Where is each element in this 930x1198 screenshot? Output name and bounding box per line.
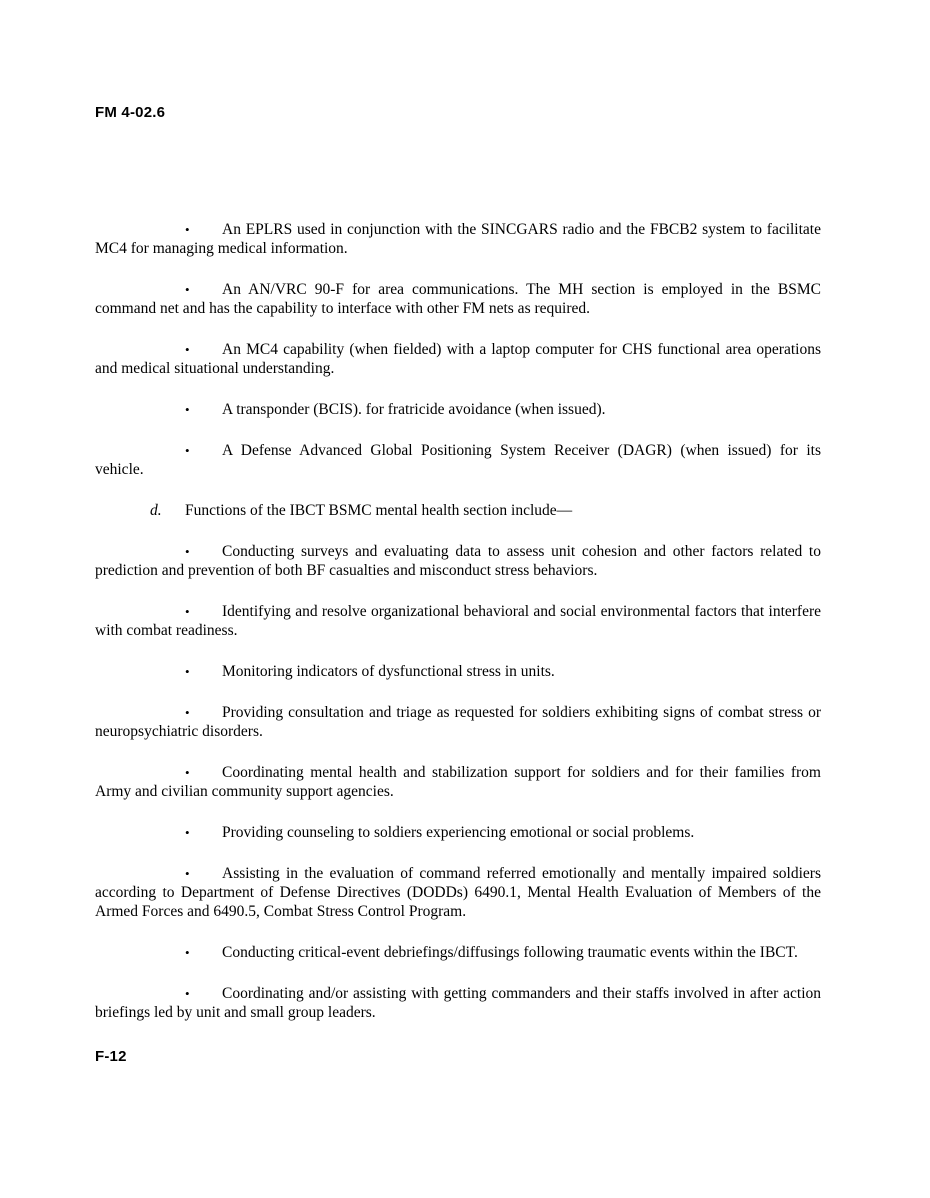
bullet-item xyxy=(95,340,821,378)
bullet-icon: • xyxy=(185,986,190,1001)
paragraph-text: A Defense Advanced Global Positioning System Receiver (DAGR) (when issued) for its vehicle. xyxy=(95,442,821,478)
bullet-item xyxy=(95,542,821,580)
bullet-icon: • xyxy=(185,544,190,559)
paragraph-text: Providing counseling to soldiers experiencing emotional or social problems. xyxy=(222,824,695,841)
bullet-icon: • xyxy=(185,825,190,840)
bullet-icon: • xyxy=(185,443,190,458)
bullet-icon: • xyxy=(185,342,190,357)
page-header: FM 4-02.6 xyxy=(95,104,166,121)
bullet-item xyxy=(95,662,821,681)
bullet-item xyxy=(95,703,821,741)
bullet-icon: • xyxy=(185,282,190,297)
bullet-item xyxy=(95,823,821,842)
bullet-icon: • xyxy=(185,604,190,619)
paragraph-text: Conducting critical-event debriefings/diffusings following traumatic events within the IBCT. xyxy=(222,944,798,961)
paragraph-text: Functions of the IBCT BSMC mental health section include— xyxy=(185,502,573,519)
bullet-icon: • xyxy=(185,222,190,237)
bullet-item xyxy=(95,400,821,419)
bullet-item xyxy=(95,763,821,801)
document-body xyxy=(95,220,821,1022)
item-letter-label: d. xyxy=(150,502,162,519)
bullet-icon: • xyxy=(185,765,190,780)
paragraph-text: An EPLRS used in conjunction with the SINCGARS radio and the FBCB2 system to facilitate MC4 for managing medical information. xyxy=(95,221,821,257)
paragraph-text: A transponder (BCIS). for fratricide avoidance (when issued). xyxy=(222,401,606,418)
bullet-item xyxy=(95,943,821,962)
lettered-item xyxy=(95,501,821,520)
bullet-item xyxy=(95,864,821,921)
paragraph-text: Monitoring indicators of dysfunctional stress in units. xyxy=(222,663,555,680)
bullet-icon: • xyxy=(185,402,190,417)
paragraph-text: Providing consultation and triage as requested for soldiers exhibiting signs of combat stress or neuropsychiatric disorders. xyxy=(95,704,821,740)
bullet-item xyxy=(95,220,821,258)
bullet-item xyxy=(95,602,821,640)
bullet-icon: • xyxy=(185,945,190,960)
paragraph-text: Identifying and resolve organizational behavioral and social environmental factors that interfere with combat readiness. xyxy=(95,603,821,639)
paragraph-text: Coordinating mental health and stabilization support for soldiers and for their families from Army and civilian community support agencies. xyxy=(95,764,821,800)
paragraph-text: An AN/VRC 90-F for area communications. The MH section is employed in the BSMC command net and has the capability to interface with other FM nets as required. xyxy=(95,281,821,317)
bullet-icon: • xyxy=(185,866,190,881)
paragraph-text: An MC4 capability (when fielded) with a laptop computer for CHS functional area operations and medical situational understanding. xyxy=(95,341,821,377)
bullet-item xyxy=(95,984,821,1022)
bullet-icon: • xyxy=(185,664,190,679)
bullet-item xyxy=(95,441,821,479)
bullet-item xyxy=(95,280,821,318)
paragraph-text: Conducting surveys and evaluating data to assess unit cohesion and other factors related to prediction and prevention of both BF casualties and misconduct stress behaviors. xyxy=(95,543,821,579)
paragraph-text: Assisting in the evaluation of command referred emotionally and mentally impaired soldiers according to Department of Defense Directives (DODDs) 6490.1, Mental Health Evaluation of Members of the Armed Forces and 6490.5, Combat Stress Control Program. xyxy=(95,865,821,920)
bullet-icon: • xyxy=(185,705,190,720)
paragraph-text: Coordinating and/or assisting with getting commanders and their staffs involved in after action briefings led by unit and small group leaders. xyxy=(95,985,821,1021)
page-footer: F-12 xyxy=(95,1048,127,1065)
